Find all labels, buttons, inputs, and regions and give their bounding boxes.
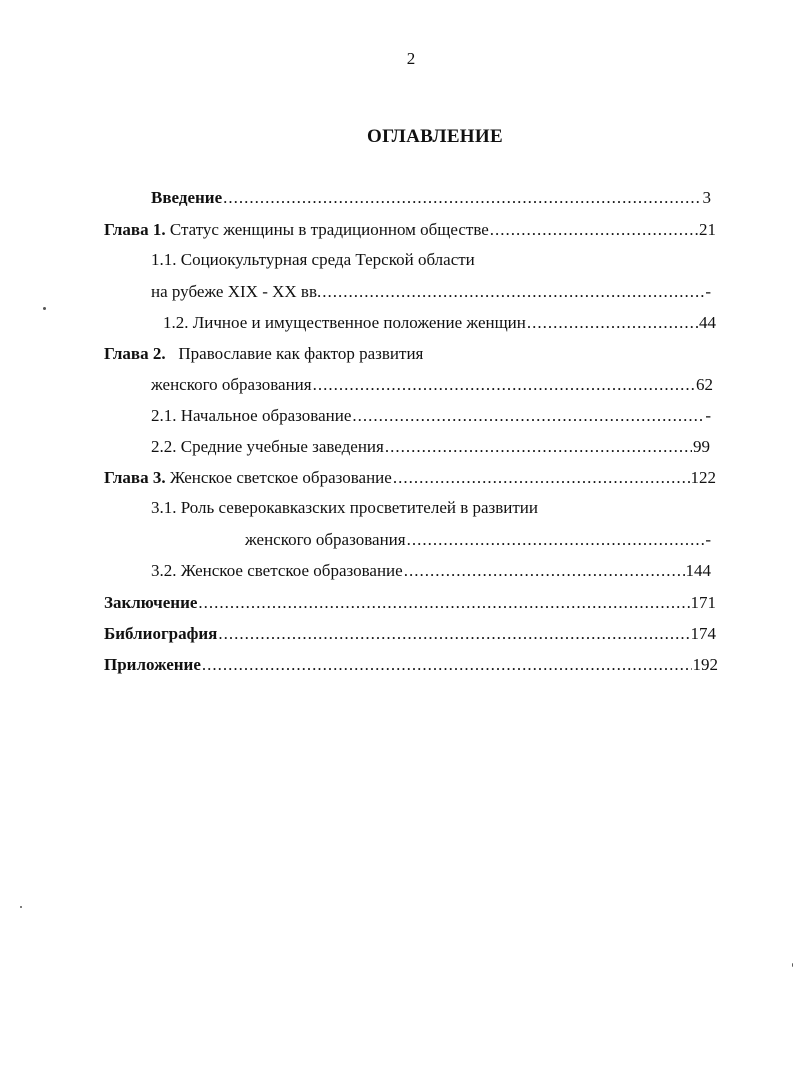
- section-1-1-page: -: [705, 282, 711, 301]
- section-2-1-title: 2.1. Начальное образование: [151, 406, 352, 425]
- chapter-2-continuation: женского образования: [151, 375, 312, 394]
- chapter-1-prefix: Глава 1.: [104, 220, 166, 239]
- toc-entry-conclusion: [104, 592, 716, 614]
- appendix-label: Приложение: [104, 655, 201, 674]
- toc-entry-bibliography: [104, 623, 716, 645]
- dot-leader: [322, 281, 704, 303]
- toc-entry-chapter-2-line-2: [151, 374, 713, 396]
- dot-leader: [407, 529, 705, 551]
- toc-entry-2-1: [151, 405, 711, 427]
- section-1-2-title: 1.2. Личное и имущественное положение женщин: [163, 313, 526, 332]
- toc-entry-intro-label: Введение: [151, 188, 223, 207]
- toc-entry-chapter-3: [104, 467, 716, 489]
- dot-leader: [313, 374, 695, 396]
- section-1-2-page: 44: [699, 313, 716, 332]
- dot-leader: [527, 312, 698, 334]
- section-3-2-title: 3.2. Женское светское образование: [151, 561, 403, 580]
- page-number: 2: [406, 49, 416, 68]
- toc-entry-1-2: [163, 312, 716, 334]
- conclusion-label: Заключение: [104, 593, 198, 612]
- toc-entry-3-1-line-2: [245, 529, 711, 551]
- dot-leader: [393, 467, 690, 489]
- scan-speck: [792, 963, 793, 967]
- section-1-1-continuation: на рубеже XIX - XX вв.: [151, 282, 322, 301]
- toc-entry-intro: [151, 187, 711, 209]
- dot-leader: [198, 592, 689, 614]
- bibliography-page: 174: [690, 624, 716, 643]
- dot-leader: [202, 654, 692, 676]
- chapter-1-page: 21: [699, 220, 716, 239]
- section-2-2-title: 2.2. Средние учебные заведения: [151, 437, 384, 456]
- section-2-1-page: -: [705, 406, 711, 425]
- toc-entry-intro-page: 3: [702, 188, 711, 207]
- section-3-1-page: -: [705, 530, 711, 549]
- section-3-1-continuation: женского образования: [245, 530, 406, 549]
- toc-entry-chapter-2-line-1: [104, 343, 423, 365]
- section-2-2-page: 99: [693, 437, 710, 456]
- conclusion-page: 171: [690, 593, 716, 612]
- toc-entry-appendix: [104, 654, 718, 676]
- toc-entry-3-2: [151, 560, 711, 582]
- scan-speck: [43, 307, 46, 310]
- section-3-2-page: 144: [685, 561, 711, 580]
- appendix-page: 192: [692, 655, 718, 674]
- bibliography-label: Библиография: [104, 624, 218, 643]
- toc-entry-2-2: [151, 436, 710, 458]
- dot-leader: [490, 219, 698, 241]
- dot-leader: [404, 560, 685, 582]
- chapter-2-title: Православие как фактор развития: [178, 344, 424, 363]
- toc-entry-1-1-line-1: 1.1. Социокультурная среда Терской области: [151, 250, 475, 269]
- chapter-3-prefix: Глава 3.: [104, 468, 166, 487]
- chapter-3-page: 122: [690, 468, 716, 487]
- dot-leader: [385, 436, 692, 458]
- toc-entry-chapter-1: [104, 219, 716, 241]
- toc-entry-3-1-line-1: 3.1. Роль северокавказских просветителей в развитии: [151, 498, 539, 517]
- page-title: ОГЛАВЛЕНИЕ: [367, 126, 503, 147]
- chapter-1-title: Статус женщины в традиционном обществе: [169, 220, 489, 239]
- dot-leader: [223, 187, 701, 209]
- chapter-3-title: Женское светское образование: [169, 468, 392, 487]
- dot-leader: [218, 623, 689, 645]
- chapter-2-prefix: Глава 2.: [104, 344, 166, 363]
- toc-entry-1-1-line-2: [151, 281, 711, 303]
- chapter-2-page: 62: [696, 375, 713, 394]
- dot-leader: [352, 405, 704, 427]
- scan-speck: [20, 906, 22, 908]
